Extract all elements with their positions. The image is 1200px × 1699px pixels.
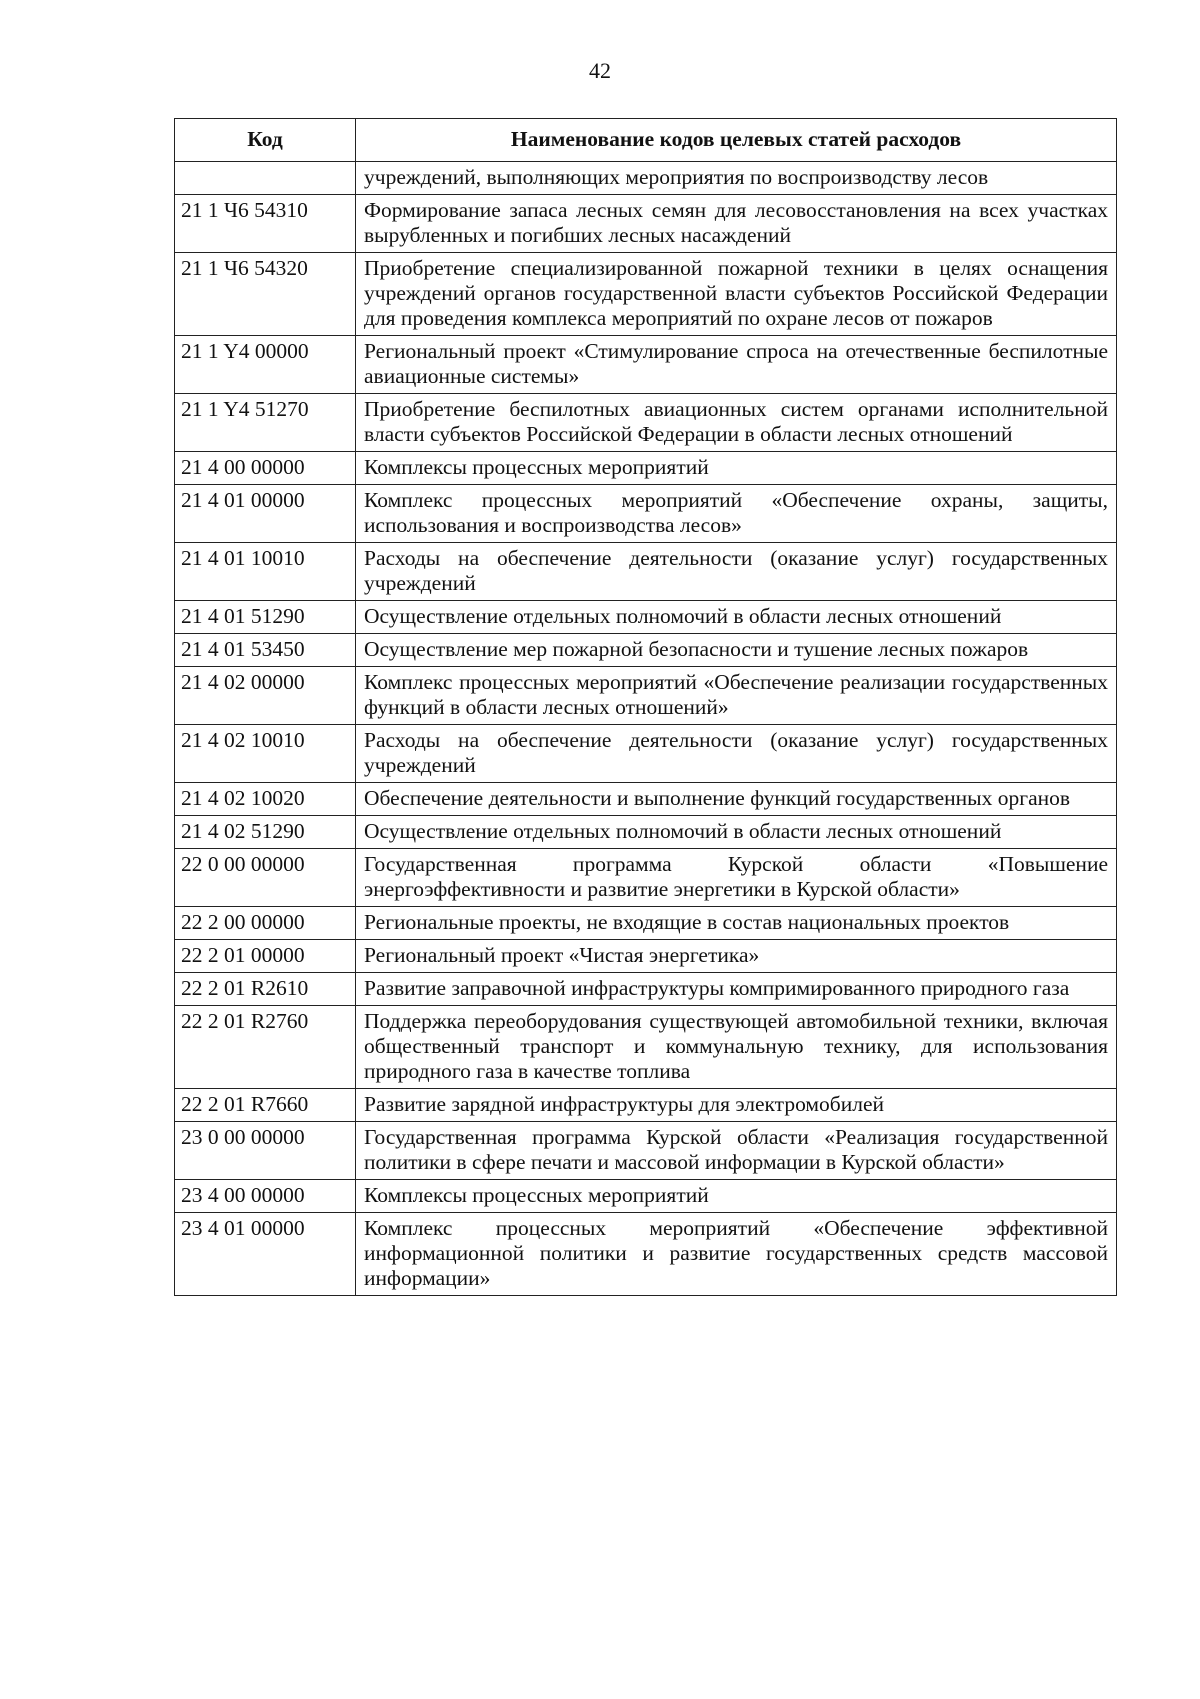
row-code: 21 4 02 00000 xyxy=(175,667,356,725)
table-row xyxy=(175,667,1117,725)
row-code: 22 2 01 R7660 xyxy=(175,1089,356,1122)
table-row xyxy=(175,1122,1117,1180)
row-name: Региональный проект «Чистая энергетика» xyxy=(356,940,1117,973)
table-row xyxy=(175,849,1117,907)
row-name: Формирование запаса лесных семян для лесовосстановления на всех участках вырубленных и погибших лесных насаждений xyxy=(356,195,1117,253)
row-code: 21 4 01 51290 xyxy=(175,601,356,634)
table-row xyxy=(175,1089,1117,1122)
table-row xyxy=(175,394,1117,452)
row-code: 21 4 00 00000 xyxy=(175,452,356,485)
row-name: Осуществление отдельных полномочий в области лесных отношений xyxy=(356,601,1117,634)
table-row xyxy=(175,634,1117,667)
row-name: Комплекс процессных мероприятий «Обеспечение охраны, защиты, использования и воспроизводства лесов» xyxy=(356,485,1117,543)
table-row xyxy=(175,543,1117,601)
table-row xyxy=(175,973,1117,1006)
table-row xyxy=(175,162,1117,195)
table-row xyxy=(175,336,1117,394)
row-name: Расходы на обеспечение деятельности (оказание услуг) государственных учреждений xyxy=(356,543,1117,601)
row-name: Государственная программа Курской области «Реализация государственной политики в сфере печати и массовой информации в Курской области» xyxy=(356,1122,1117,1180)
page-number: 42 xyxy=(589,58,611,83)
table-row xyxy=(175,1006,1117,1089)
row-code: 23 4 00 00000 xyxy=(175,1180,356,1213)
row-code: 21 1 Ч6 54310 xyxy=(175,195,356,253)
row-name: учреждений, выполняющих мероприятия по воспроизводству лесов xyxy=(356,162,1117,195)
row-code: 22 2 01 00000 xyxy=(175,940,356,973)
row-code: 22 2 01 R2610 xyxy=(175,973,356,1006)
row-code: 22 0 00 00000 xyxy=(175,849,356,907)
row-name: Региональный проект «Стимулирование спроса на отечественные беспилотные авиационные системы» xyxy=(356,336,1117,394)
row-name: Приобретение специализированной пожарной техники в целях оснащения учреждений органов государственной власти субъектов Российской Федерации для проведения комплекса мероприятий по охране лесов от пожаров xyxy=(356,253,1117,336)
table-body xyxy=(175,162,1117,1296)
table-row xyxy=(175,253,1117,336)
target-expense-codes-table xyxy=(174,118,1117,1296)
row-name: Государственная программа Курской области «Повышение энергоэффективности и развитие энергетики в Курской области» xyxy=(356,849,1117,907)
column-header-name: Наименование кодов целевых статей расходов xyxy=(356,119,1117,162)
row-code: 22 2 00 00000 xyxy=(175,907,356,940)
table-header-row xyxy=(175,119,1117,162)
row-name: Региональные проекты, не входящие в состав национальных проектов xyxy=(356,907,1117,940)
row-name: Развитие заправочной инфраструктуры компримированного природного газа xyxy=(356,973,1117,1006)
row-name: Комплексы процессных мероприятий xyxy=(356,452,1117,485)
row-name: Осуществление мер пожарной безопасности и тушение лесных пожаров xyxy=(356,634,1117,667)
row-code: 21 1 Y4 51270 xyxy=(175,394,356,452)
table-row xyxy=(175,1213,1117,1296)
row-code: 21 4 02 10010 xyxy=(175,725,356,783)
table-row xyxy=(175,485,1117,543)
table-row xyxy=(175,940,1117,973)
table-row xyxy=(175,783,1117,816)
row-code: 21 4 02 51290 xyxy=(175,816,356,849)
row-code xyxy=(175,162,356,195)
row-code: 23 4 01 00000 xyxy=(175,1213,356,1296)
row-code: 21 4 02 10020 xyxy=(175,783,356,816)
row-name: Приобретение беспилотных авиационных систем органами исполнительной власти субъектов Российской Федерации в области лесных отношений xyxy=(356,394,1117,452)
table-row xyxy=(175,907,1117,940)
row-name: Комплекс процессных мероприятий «Обеспечение реализации государственных функций в области лесных отношений» xyxy=(356,667,1117,725)
table-row xyxy=(175,816,1117,849)
row-name: Расходы на обеспечение деятельности (оказание услуг) государственных учреждений xyxy=(356,725,1117,783)
row-code: 21 1 Y4 00000 xyxy=(175,336,356,394)
row-code: 21 1 Ч6 54320 xyxy=(175,253,356,336)
row-name: Комплекс процессных мероприятий «Обеспечение эффективной информационной политики и развитие государственных средств массовой информации» xyxy=(356,1213,1117,1296)
row-name: Осуществление отдельных полномочий в области лесных отношений xyxy=(356,816,1117,849)
row-name: Развитие зарядной инфраструктуры для электромобилей xyxy=(356,1089,1117,1122)
table-row xyxy=(175,725,1117,783)
row-name: Обеспечение деятельности и выполнение функций государственных органов xyxy=(356,783,1117,816)
column-header-code: Код xyxy=(175,119,356,162)
table-row xyxy=(175,452,1117,485)
row-code: 21 4 01 10010 xyxy=(175,543,356,601)
row-name: Комплексы процессных мероприятий xyxy=(356,1180,1117,1213)
table-row xyxy=(175,601,1117,634)
row-name: Поддержка переоборудования существующей автомобильной техники, включая общественный транспорт и коммунальную технику, для использования природного газа в качестве топлива xyxy=(356,1006,1117,1089)
row-code: 23 0 00 00000 xyxy=(175,1122,356,1180)
table-row xyxy=(175,195,1117,253)
row-code: 21 4 01 53450 xyxy=(175,634,356,667)
row-code: 21 4 01 00000 xyxy=(175,485,356,543)
row-code: 22 2 01 R2760 xyxy=(175,1006,356,1089)
table-row xyxy=(175,1180,1117,1213)
